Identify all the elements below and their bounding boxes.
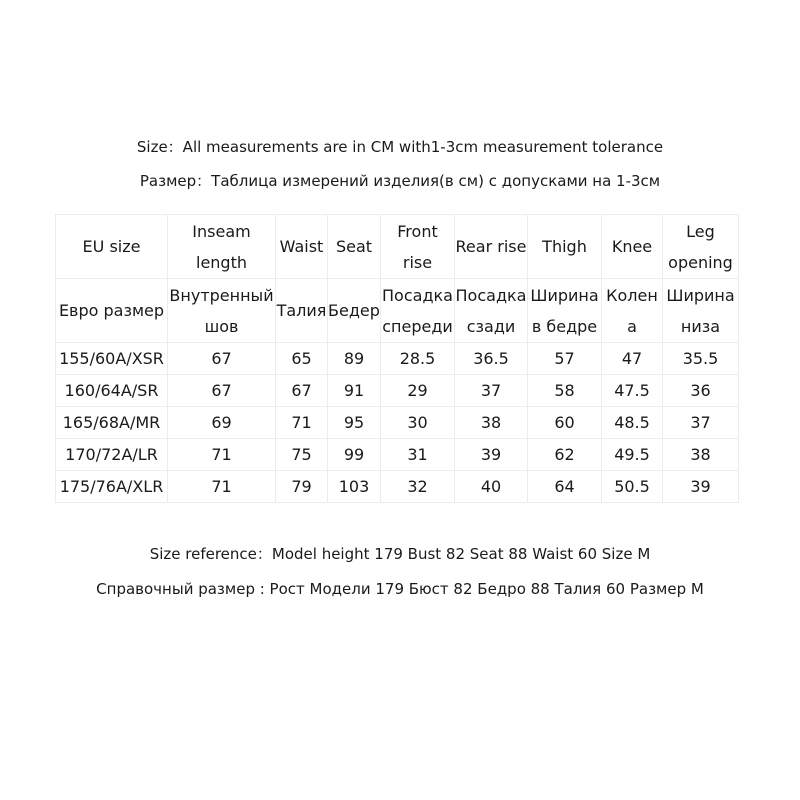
front-rise-cell: 28.5	[381, 343, 455, 375]
column-header-label: Посадка сзади	[455, 285, 527, 336]
table-row	[56, 471, 739, 503]
table-row	[56, 343, 739, 375]
column-header	[168, 215, 276, 279]
inseam-cell: 67	[168, 343, 276, 375]
column-header-label: Ширина низа	[666, 285, 735, 336]
thigh-cell: 58	[528, 375, 602, 407]
waist-cell: 67	[276, 375, 328, 407]
seat-cell: 91	[328, 375, 381, 407]
table-row	[56, 407, 739, 439]
waist-cell: 65	[276, 343, 328, 375]
column-header-russian	[328, 279, 381, 343]
column-header-russian	[528, 279, 602, 343]
thigh-cell: 64	[528, 471, 602, 503]
column-header-label: Knee	[611, 237, 653, 256]
inseam-cell: 71	[168, 439, 276, 471]
column-header	[56, 215, 168, 279]
column-header-label: Талия	[276, 301, 327, 320]
column-header-russian	[381, 279, 455, 343]
rear-rise-cell: 38	[455, 407, 528, 439]
size-reference-russian: Справочный размер : Рост Модели 179 Бюст 82 Бедро 88 Талия 60 Размер M	[96, 580, 704, 598]
column-header-russian	[168, 279, 276, 343]
size-cell: 155/60A/XSR	[56, 343, 168, 375]
column-header-label: Ширина в бедре	[530, 285, 599, 336]
table-row	[56, 375, 739, 407]
column-header-russian	[455, 279, 528, 343]
column-header-label: Посадка спереди	[382, 285, 453, 336]
seat-cell: 99	[328, 439, 381, 471]
column-header	[602, 215, 663, 279]
rear-rise-cell: 37	[455, 375, 528, 407]
leg-opening-cell: 39	[663, 471, 739, 503]
knee-cell: 47.5	[602, 375, 663, 407]
thigh-cell: 62	[528, 439, 602, 471]
size-reference: Size reference：Model height 179 Bust 82 Seat 88 Waist 60 Size M	[149, 545, 651, 563]
size-cell: 175/76A/XLR	[56, 471, 168, 503]
thigh-cell: 57	[528, 343, 602, 375]
knee-cell: 50.5	[602, 471, 663, 503]
column-header-label: Inseam length	[192, 221, 251, 272]
inseam-cell: 67	[168, 375, 276, 407]
size-cell: 160/64A/SR	[56, 375, 168, 407]
size-cell: 165/68A/MR	[56, 407, 168, 439]
waist-cell: 75	[276, 439, 328, 471]
rear-rise-cell: 40	[455, 471, 528, 503]
seat-cell: 95	[328, 407, 381, 439]
column-header-russian	[663, 279, 739, 343]
rear-rise-cell: 36.5	[455, 343, 528, 375]
table-row	[56, 439, 739, 471]
leg-opening-cell: 38	[663, 439, 739, 471]
column-header-russian	[276, 279, 328, 343]
column-header-label: Front rise	[397, 221, 438, 272]
column-header	[328, 215, 381, 279]
front-rise-cell: 30	[381, 407, 455, 439]
knee-cell: 48.5	[602, 407, 663, 439]
column-header-label: Leg opening	[668, 221, 733, 272]
column-header-label: Внутренный шов	[169, 285, 274, 336]
rear-rise-cell: 39	[455, 439, 528, 471]
size-title: Size：All measurements are in CM with1-3cm measurement tolerance	[136, 138, 664, 156]
thigh-cell: 60	[528, 407, 602, 439]
leg-opening-cell: 36	[663, 375, 739, 407]
column-header	[381, 215, 455, 279]
column-header-label: Thigh	[542, 237, 587, 256]
waist-cell: 79	[276, 471, 328, 503]
column-header	[528, 215, 602, 279]
column-header-label: Seat	[335, 237, 373, 256]
column-header-label: Бедер	[328, 301, 380, 320]
knee-cell: 49.5	[602, 439, 663, 471]
column-header-label: Waist	[279, 237, 324, 256]
column-header-label: EU size	[82, 237, 141, 256]
leg-opening-cell: 37	[663, 407, 739, 439]
column-header	[663, 215, 739, 279]
column-header-russian	[56, 279, 168, 343]
seat-cell: 103	[328, 471, 381, 503]
column-header-label: Rear rise	[455, 237, 527, 256]
seat-cell: 89	[328, 343, 381, 375]
inseam-cell: 71	[168, 471, 276, 503]
header-row-russian	[56, 279, 739, 343]
column-header-russian	[602, 279, 663, 343]
inseam-cell: 69	[168, 407, 276, 439]
front-rise-cell: 31	[381, 439, 455, 471]
waist-cell: 71	[276, 407, 328, 439]
front-rise-cell: 32	[381, 471, 455, 503]
knee-cell: 47	[602, 343, 663, 375]
size-title-russian: Размер：Таблица измерений изделия(в см) с допусками на 1-3см	[139, 172, 661, 190]
header-row-english	[56, 215, 739, 279]
front-rise-cell: 29	[381, 375, 455, 407]
size-table	[55, 214, 739, 503]
column-header-label: Евро размер	[58, 301, 165, 320]
column-header	[455, 215, 528, 279]
size-cell: 170/72A/LR	[56, 439, 168, 471]
column-header-label: Колена	[606, 285, 658, 336]
column-header	[276, 215, 328, 279]
leg-opening-cell: 35.5	[663, 343, 739, 375]
